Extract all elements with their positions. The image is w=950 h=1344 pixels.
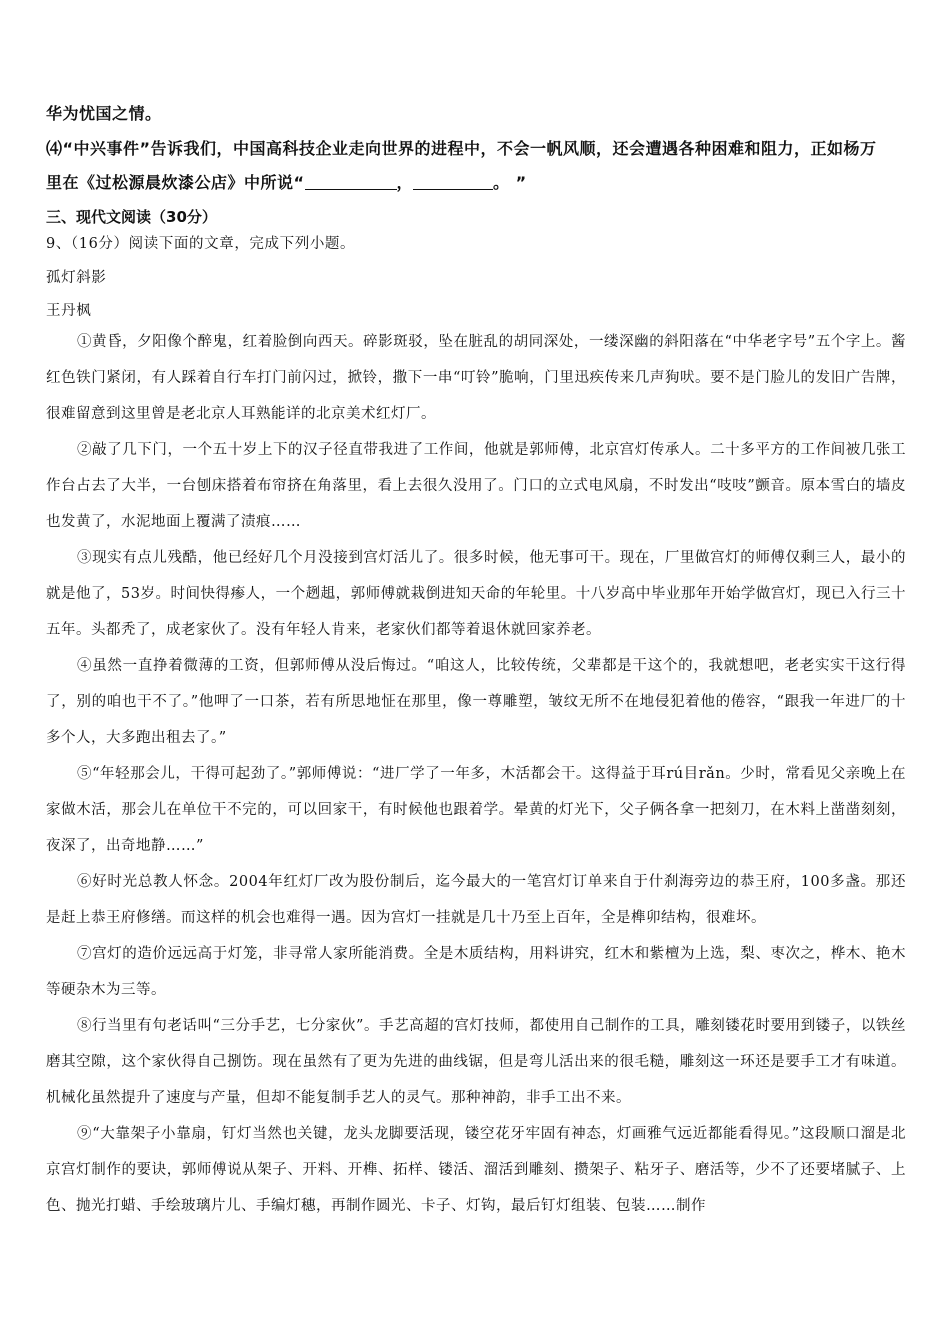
paragraph-8: ⑧行当里有句老话叫“三分手艺，七分家伙”。手艺高超的宫灯技师，都使用自己制作的工具，雕刻镂花时要用到镂子，以铁丝磨其空隙，这个家伙得自己捌饬。现在虽然有了更为先进的曲线锯，但是弯儿活出来的很毛糙，雕刻这一环还是要手工才有味道。机械化虽然提升了速度与产量，但却不能复制手艺人的灵气。那种神韵，非手工出不来。 [46, 1018, 906, 1106]
paragraph-2: ②敲了几下门，一个五十岁上下的汉子径直带我进了工作间，他就是郭师傅，北京宫灯传承人。二十多平方的工作间被几张工作台占去了大半，一台刨床搭着布帘挤在角落里，看上去很久没用了。门口的立式电风扇，不时发出“吱吱”颤音。原本雪白的墙皮也发黄了，水泥地面上覆满了渍痕…… [46, 442, 906, 530]
question-4-line-2 [46, 170, 527, 193]
article-author: 王丹枫 [46, 303, 92, 319]
paragraph-5: ⑤“年轻那会儿，干得可起劲了。”郭师傅说：“进厂学了一年多，木活都会干。这得益于耳rú目rǎn。少时，常看见父亲晚上在家做木活，那会儿在单位干不完的，可以回家干，有时候他也跟着学。晕黄的灯光下，父子俩各拿一把刻刀，在木料上凿凿刻刻，夜深了，出奇地静……” [46, 766, 906, 854]
article-title: 孤灯斜影 [46, 270, 107, 286]
paragraph-7: ⑦宫灯的造价远远高于灯笼，非寻常人家所能消费。全是木质结构，用料讲究，红木和紫檀为上选，梨、枣次之，桦木、艳木等硬杂木为三等。 [46, 946, 906, 998]
article-body [46, 324, 906, 1224]
section-title: 三、现代文阅读（30分） [46, 208, 217, 226]
answer-blank-1[interactable] [305, 175, 397, 190]
prev-answer-tail: 华为忧国之情。 [46, 104, 162, 123]
question-4-text: 里在《过松源晨炊漆公店》中所说“ [46, 173, 305, 192]
question-4-line-1: ⑷“中兴事件”告诉我们，中国高科技企业走向世界的进程中，不会一帆风顺，还会遭遇各种困难和阻力，正如杨万 [46, 139, 877, 158]
paragraph-3: ③现实有点儿残酷，他已经好几个月没接到宫灯活儿了。很多时候，他无事可干。现在，厂里做宫灯的师傅仅剩三人，最小的就是他了，53岁。时间快得瘆人，一个趔趄，郭师傅就栽倒进知天命的年轮里。十八岁高中毕业那年开始学做宫灯，现已入行三十五年。头都秃了，成老家伙了。没有年轻人肯来，老家伙们都等着退休就回家养老。 [46, 550, 906, 638]
paragraph-1: ①黄昏，夕阳像个醉鬼，红着脸倒向西天。碎影斑驳，坠在脏乱的胡同深处，一缕深幽的斜阳落在“中华老字号”五个字上。酱红色铁门紧闭，有人踩着自行车打门前闪过，掀铃，撒下一串“叮铃”脆响，门里迅疾传来几声狗吠。要不是门脸儿的发旧广告牌，很难留意到这里曾是老北京人耳熟能详的北京美术红灯厂。 [46, 334, 906, 422]
answer-blank-2[interactable] [413, 175, 493, 190]
question-4-end: 。 ” [493, 173, 527, 192]
paragraph-9: ⑨“大靠架子小靠扇，钉灯当然也关键，龙头龙脚要活现，镂空花牙牢固有神态，灯画雅气远近都能看得见。”这段顺口溜是北京宫灯制作的要诀，郭师傅说从架子、开料、开榫、拓样、镂活、溜活到雕刻、攒架子、粘牙子、磨活等，少不了还要堵腻子、上色、抛光打蜡、手绘玻璃片儿、手编灯穗，再制作圆光、卡子、灯钩，最后钉灯组装、包装……制作 [46, 1126, 906, 1214]
comma: ， [396, 173, 414, 192]
paragraph-4: ④虽然一直挣着微薄的工资，但郭师傅从没后悔过。“咱这人，比较传统，父辈都是干这个的，我就想吧，老老实实干这行得了，别的咱也干不了。”他呷了一口茶，若有所思地怔在那里，像一尊雕塑，皱纹无所不在地侵犯着他的倦容，“跟我一年进厂的十多个人，大多跑出租去了。” [46, 658, 906, 746]
paragraph-6: ⑥好时光总教人怀念。2004年红灯厂改为股份制后，迄今最大的一笔宫灯订单来自于什刹海旁边的恭王府，100多盏。那还是赶上恭王府修缮。而这样的机会也难得一遇。因为宫灯一挂就是几十乃至上百年，全是榫卯结构，很难坏。 [46, 874, 906, 926]
question-9-prompt: 9、（16分）阅读下面的文章，完成下列小题。 [46, 236, 356, 252]
